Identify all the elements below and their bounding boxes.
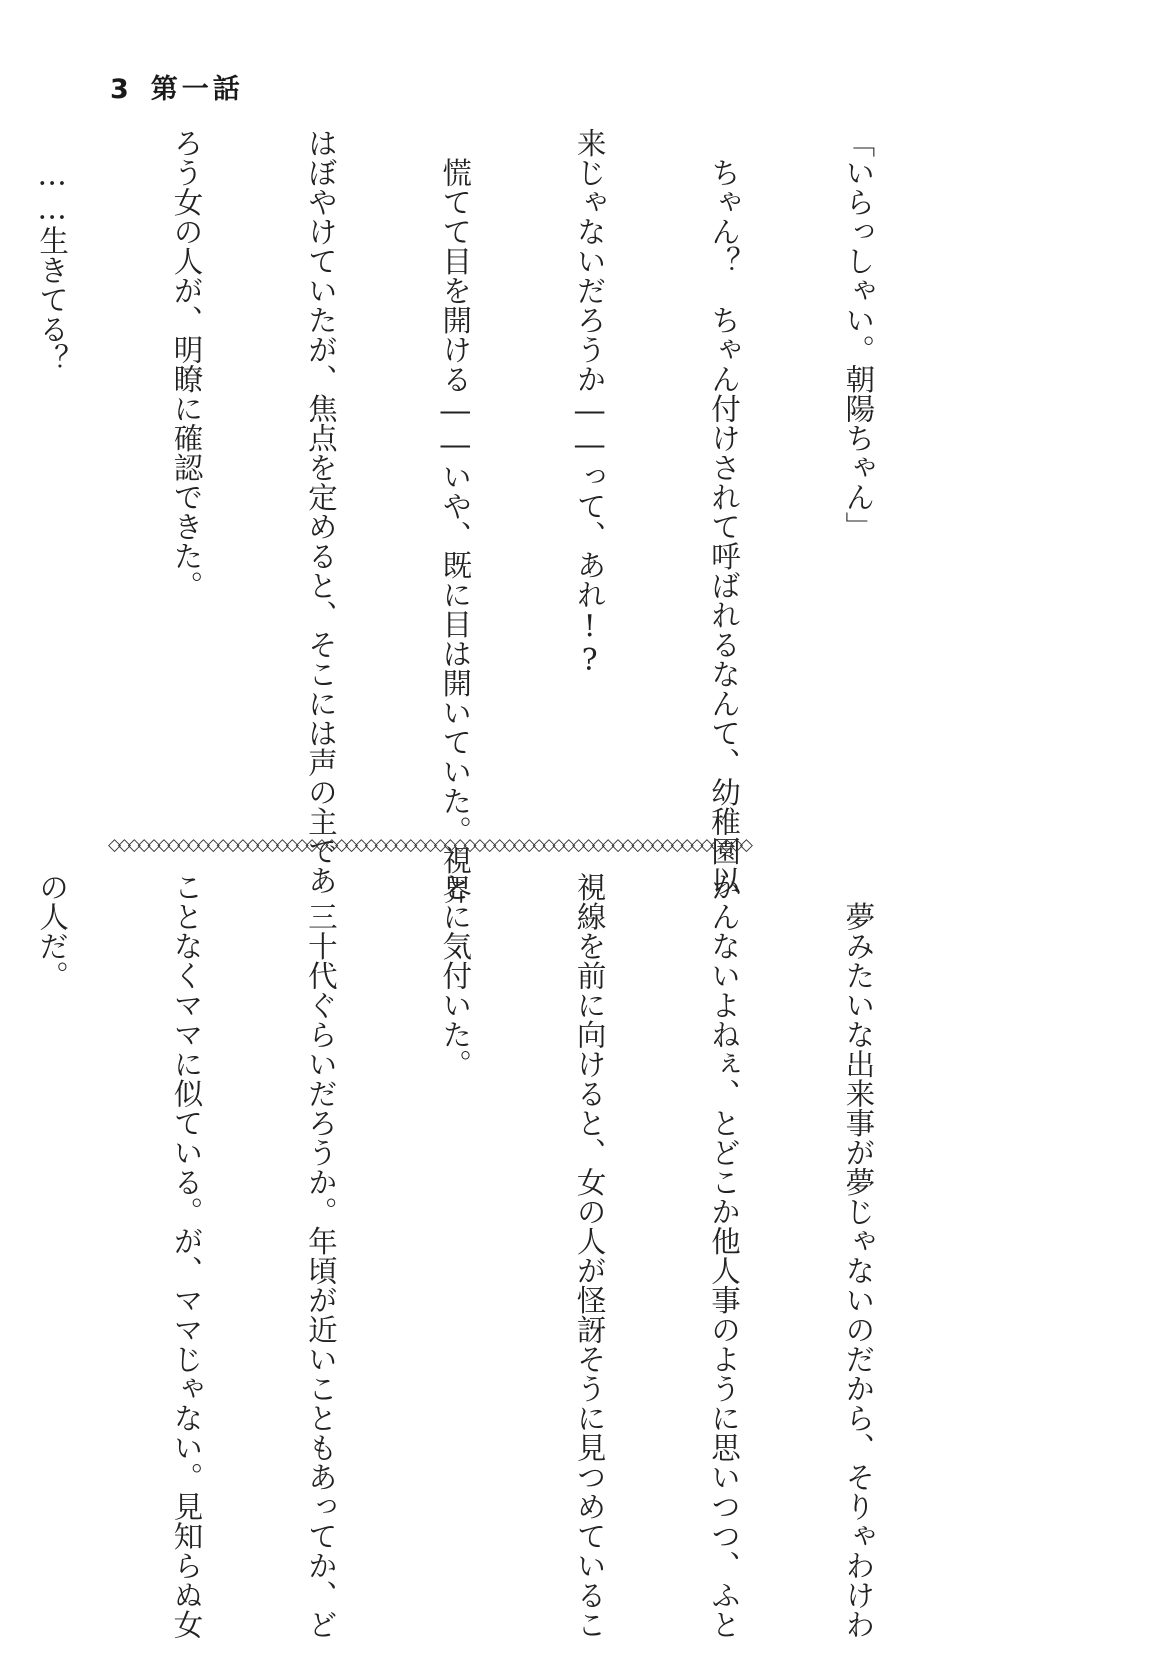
section-divider: ◇◇◇◇◇◇◇◇◇◇◇◇◇◇◇◇◇◇◇◇◇◇◇◇◇◇◇◇◇◇◇◇◇◇◇◇◇◇◇◇◇◇◇◇◇◇◇◇◇◇◇◇◇◇◇◇◇◇◇◇◇◇◇◇◇	[108, 836, 750, 854]
text-line: ……生きてる？	[35, 128, 70, 373]
page-header	[110, 70, 244, 110]
text-line: 視線を前に向けると、女の人が怪訝そうに見つめているこ	[572, 872, 607, 1639]
text-line: かんないよねぇ、とどこか他人事のように思いつつ、ふと	[707, 872, 742, 1639]
text-line: 来じゃないだろうか――って、あれ!?	[572, 128, 607, 677]
text-line: の人だ。	[35, 872, 70, 990]
text-line: 慌てて目を開ける――いや、既に目は開いていた。視界	[438, 128, 473, 904]
text-line: ろう女の人が、明瞭に確認できた。	[169, 128, 204, 600]
text-line: とに気付いた。	[438, 872, 473, 1079]
chapter-title: 第一話	[150, 74, 244, 105]
text-block-top	[0, 128, 970, 904]
page-number: 3	[110, 74, 133, 105]
text-line: ちゃん？ ちゃん付けされて呼ばれるなんて、幼稚園以	[707, 128, 742, 895]
text-block-bottom	[0, 872, 970, 1639]
text-line: ことなくママに似ている。が、ママじゃない。見知らぬ女	[169, 872, 204, 1639]
text-line: 三十代ぐらいだろうか。年頃が近いこともあってか、ど	[303, 872, 338, 1639]
text-line: 夢みたいな出来事が夢じゃないのだから、そりゃわけわ	[841, 872, 876, 1639]
text-line: 「いらっしゃい。朝陽ちゃん」	[841, 128, 876, 541]
text-line: はぼやけていたが、焦点を定めると、そこには声の主であ	[303, 128, 338, 895]
